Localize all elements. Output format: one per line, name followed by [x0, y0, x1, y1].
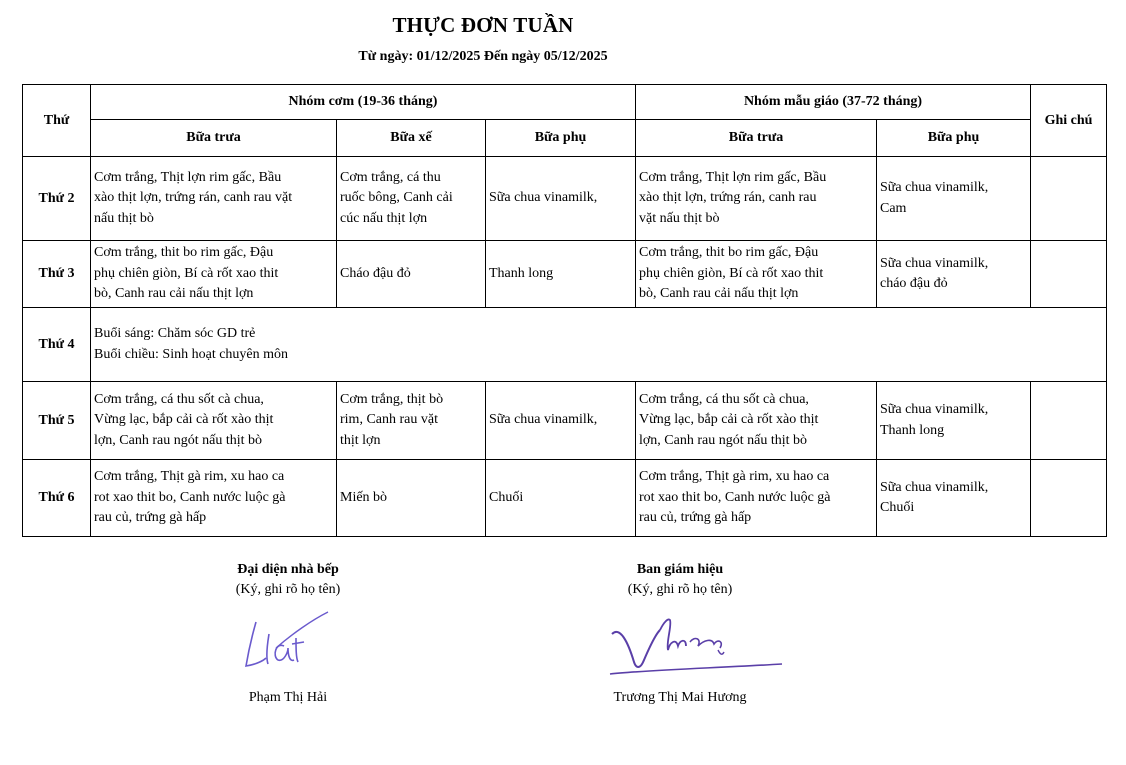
notes-cell — [1031, 460, 1107, 537]
table-row — [23, 460, 1107, 537]
board-signature-block — [580, 562, 780, 598]
header-group-kindergarten: Nhóm mẫu giáo (37-72 tháng) — [636, 85, 1031, 120]
g2-extra-cell: Sữa chua vinamilk, Cam — [877, 157, 1031, 241]
board-signer-name: Trương Thị Mai Hương — [613, 690, 747, 705]
date-range: Từ ngày: 01/12/2025 Đến ngày 05/12/2025 — [358, 49, 608, 64]
g1-snack-cell: Miến bò — [337, 460, 486, 537]
g2-lunch-cell: Cơm trắng, Thịt lợn rim gấc, Bầu xào thịt lợn, trứng rán, canh rau vặt nấu thịt bò — [636, 157, 877, 241]
g1-extra-cell: Sữa chua vinamilk, — [486, 382, 636, 460]
g2-extra-cell: Sữa chua vinamilk, cháo đậu đỏ — [877, 241, 1031, 308]
notes-cell — [1031, 382, 1107, 460]
board-signature-image — [606, 612, 786, 682]
g1-snack-cell: Cơm trắng, cá thu ruốc bông, Canh cải cúc nấu thịt lợn — [337, 157, 486, 241]
g2-extra-cell: Sữa chua vinamilk, Chuối — [877, 460, 1031, 537]
table-row — [23, 241, 1107, 308]
g2-lunch-cell: Cơm trắng, thit bo rim gấc, Đậu phụ chiên giòn, Bí cà rốt xao thit bò, Canh rau cải nấu thịt lợn — [636, 241, 877, 308]
table-row — [23, 382, 1107, 460]
g1-extra-cell: Thanh long — [486, 241, 636, 308]
day-label: Thứ 5 — [23, 382, 91, 460]
notes-cell — [1031, 241, 1107, 308]
header-g2-lunch: Bữa trưa — [636, 120, 877, 157]
header-group-rice: Nhóm cơm (19-36 tháng) — [91, 85, 636, 120]
g1-extra-cell: Sữa chua vinamilk, — [486, 157, 636, 241]
table-row — [23, 308, 1107, 382]
header-g1-extra: Bữa phụ — [486, 120, 636, 157]
page-title: THỰC ĐƠN TUẦN — [392, 13, 574, 37]
g1-snack-cell: Cơm trắng, thịt bò rim, Canh rau vặt thịt lợn — [337, 382, 486, 460]
kitchen-signer-name: Phạm Thị Hải — [248, 690, 328, 705]
board-role: Ban giám hiệu — [636, 562, 724, 577]
day-label: Thứ 3 — [23, 241, 91, 308]
kitchen-role: Đại diện nhà bếp — [237, 562, 339, 577]
kitchen-signature-image — [236, 608, 336, 672]
g2-lunch-cell: Cơm trắng, cá thu sốt cà chua, Vừng lạc, bắp cải cà rốt xào thịt lợn, Canh rau ngót nấu thịt bò — [636, 382, 877, 460]
g1-lunch-cell: Cơm trắng, Thịt gà rim, xu hao ca rot xao thit bo, Canh nước luộc gà rau củ, trứng gà hấp — [91, 460, 337, 537]
g2-lunch-cell: Cơm trắng, Thịt gà rim, xu hao ca rot xao thit bo, Canh nước luộc gà rau củ, trứng gà hấp — [636, 460, 877, 537]
g1-lunch-cell: Cơm trắng, cá thu sốt cà chua, Vừng lạc, bắp cải cà rốt xào thịt lợn, Canh rau ngót nấu thịt bò — [91, 382, 337, 460]
header-day: Thứ — [23, 85, 91, 157]
kitchen-signature-block — [188, 562, 388, 598]
day-label: Thứ 4 — [23, 308, 91, 382]
special-activity-cell: Buổi sáng: Chăm sóc GD trẻ Buổi chiều: Sinh hoạt chuyên môn — [91, 308, 1107, 382]
g1-snack-cell: Cháo đậu đỏ — [337, 241, 486, 308]
g1-extra-cell: Chuối — [486, 460, 636, 537]
notes-cell — [1031, 157, 1107, 241]
header-g1-snack: Bữa xế — [337, 120, 486, 157]
g1-lunch-cell: Cơm trắng, thit bo rim gấc, Đậu phụ chiên giòn, Bí cà rốt xao thit bò, Canh rau cải nấu thịt lợn — [91, 241, 337, 308]
menu-table — [22, 84, 1107, 537]
board-sign-note: (Ký, ghi rõ họ tên) — [627, 582, 733, 597]
header-notes: Ghi chú — [1031, 85, 1107, 157]
header-g1-lunch: Bữa trưa — [91, 120, 337, 157]
day-label: Thứ 2 — [23, 157, 91, 241]
kitchen-sign-note: (Ký, ghi rõ họ tên) — [235, 582, 341, 597]
g1-lunch-cell: Cơm trắng, Thịt lợn rim gấc, Bầu xào thịt lợn, trứng rán, canh rau vặt nấu thịt bò — [91, 157, 337, 241]
day-label: Thứ 6 — [23, 460, 91, 537]
g2-extra-cell: Sữa chua vinamilk, Thanh long — [877, 382, 1031, 460]
header-g2-extra: Bữa phụ — [877, 120, 1031, 157]
table-row — [23, 157, 1107, 241]
